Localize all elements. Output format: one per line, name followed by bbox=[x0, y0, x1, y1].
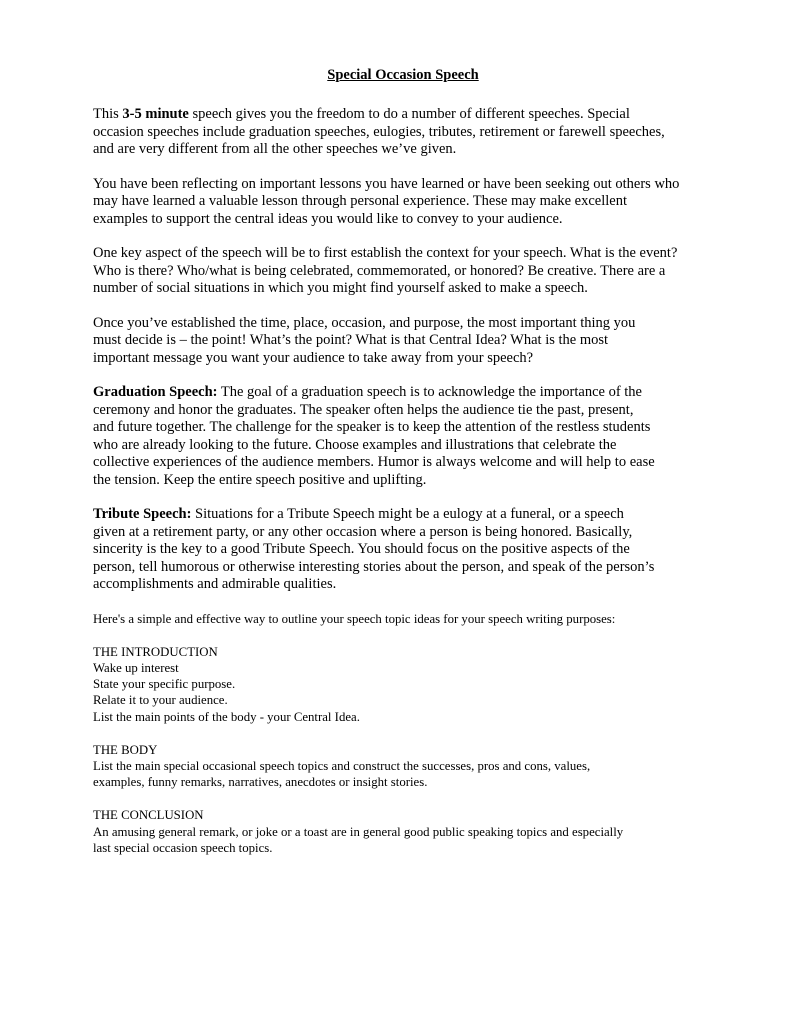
list-item: List the main points of the body - your Central Idea. bbox=[93, 709, 360, 724]
list-item: Wake up interest bbox=[93, 660, 179, 675]
text-line: number of social situations in which you might find yourself asked to make a speech. bbox=[93, 280, 588, 296]
text-line bbox=[93, 106, 713, 124]
document-title: Special Occasion Speech bbox=[327, 67, 479, 83]
text-line: Who is there? Who/what is being celebrated, commemorated, or honored? Be creative. There are a bbox=[93, 262, 666, 279]
text-line: sincerity is the key to a good Tribute Speech. You should focus on the positive aspects of the bbox=[93, 541, 630, 557]
text-line: person, tell humorous or otherwise interesting stories about the person, and speak of the person’s bbox=[93, 558, 655, 575]
text-line: important message you want your audience to take away from your speech? bbox=[93, 349, 534, 366]
text-line: who are already looking to the future. Choose examples and illustrations that celebrate the bbox=[93, 436, 617, 453]
text-line: the tension. Keep the entire speech positive and uplifting. bbox=[93, 471, 427, 488]
text-run: speech gives you the freedom to do a number of different speeches. Special bbox=[188, 106, 630, 122]
list-item: State your specific purpose. bbox=[93, 677, 236, 692]
tribute-heading: Tribute Speech: bbox=[93, 506, 192, 522]
text-line: last special occasion speech topics. bbox=[93, 840, 273, 855]
text-line: must decide is – the point! What’s the point? What is that Central Idea? What is the most bbox=[93, 332, 609, 348]
text-line bbox=[93, 506, 713, 524]
spacer bbox=[93, 627, 713, 644]
spacer bbox=[93, 725, 713, 742]
conclusion-heading: THE CONCLUSION bbox=[93, 808, 204, 823]
text-line: List the main special occasional speech topics and construct the successes, pros and cons, values, bbox=[93, 758, 591, 773]
intro-paragraph bbox=[93, 106, 713, 159]
text-run: This bbox=[93, 106, 123, 122]
text-line: occasion speeches include graduation speeches, eulogies, tributes, retirement or farewell speeches, bbox=[93, 123, 665, 140]
text-line: examples to support the central ideas you would like to convey to your audience. bbox=[93, 210, 563, 227]
text-line: Once you’ve established the time, place, occasion, and purpose, the most important thing you bbox=[93, 314, 636, 331]
graduation-heading: Graduation Speech: bbox=[93, 384, 218, 400]
document-page bbox=[93, 66, 713, 856]
text-line: ceremony and honor the graduates. The speaker often helps the audience tie the past, present, bbox=[93, 401, 634, 418]
text-line: collective experiences of the audience members. Humor is always welcome and will help to ease bbox=[93, 454, 655, 470]
outline-intro bbox=[93, 611, 713, 627]
text-run: Situations for a Tribute Speech might be a eulogy at a funeral, or a speech bbox=[191, 506, 624, 522]
text-line: One key aspect of the speech will be to first establish the context for your speech. What is the event? bbox=[93, 245, 678, 261]
tribute-paragraph bbox=[93, 506, 713, 594]
introduction-section bbox=[93, 644, 713, 725]
reflecting-paragraph bbox=[93, 176, 713, 229]
duration-emphasis: 3-5 minute bbox=[122, 106, 189, 122]
body-section bbox=[93, 742, 713, 791]
graduation-paragraph bbox=[93, 384, 713, 489]
text-line: Here's a simple and effective way to outline your speech topic ideas for your speech writing purposes: bbox=[93, 611, 616, 626]
text-line: may have learned a valuable lesson through personal experience. These may make excellent bbox=[93, 193, 627, 209]
text-line: given at a retirement party, or any other occasion where a person is being honored. Basically, bbox=[93, 523, 633, 540]
text-run: The goal of a graduation speech is to acknowledge the importance of the bbox=[217, 384, 642, 400]
text-line: accomplishments and admirable qualities. bbox=[93, 576, 337, 592]
text-line: and future together. The challenge for the speaker is to keep the attention of the restless students bbox=[93, 419, 651, 435]
text-line: and are very different from all the other speeches we’ve given. bbox=[93, 141, 457, 157]
body-heading: THE BODY bbox=[93, 742, 158, 757]
text-line bbox=[93, 384, 713, 402]
text-line: examples, funny remarks, narratives, anecdotes or insight stories. bbox=[93, 775, 428, 790]
point-paragraph bbox=[93, 315, 713, 368]
introduction-heading: THE INTRODUCTION bbox=[93, 644, 218, 659]
text-line: You have been reflecting on important lessons you have learned or have been seeking out others who bbox=[93, 175, 680, 192]
list-item: Relate it to your audience. bbox=[93, 693, 228, 708]
spacer bbox=[93, 790, 713, 807]
conclusion-section bbox=[93, 807, 713, 856]
context-paragraph bbox=[93, 245, 713, 298]
text-line: An amusing general remark, or joke or a toast are in general good public speaking topics and especially bbox=[93, 824, 624, 839]
